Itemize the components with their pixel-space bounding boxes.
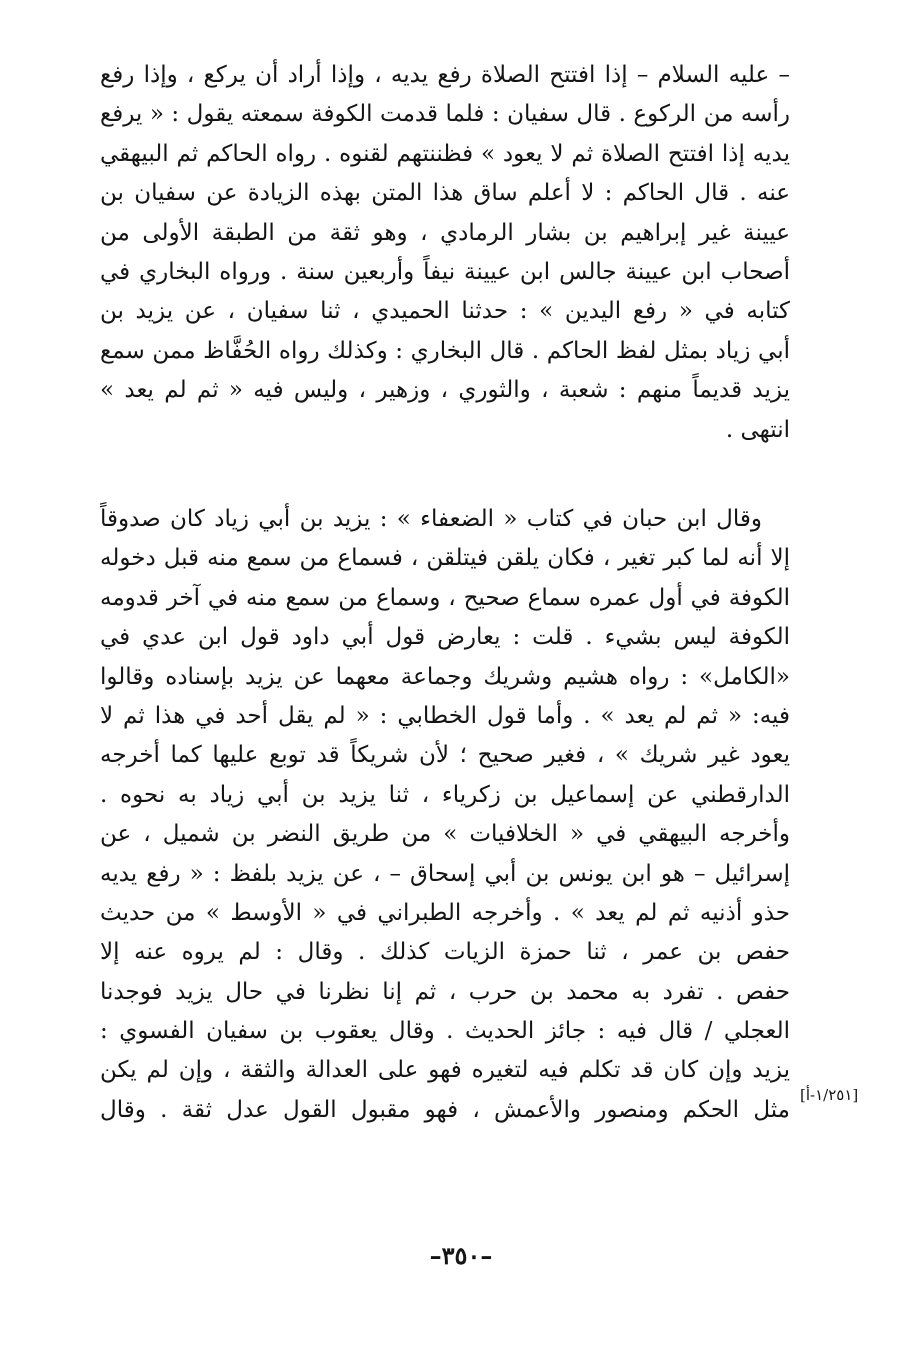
text-line: يديه إذا افتتح الصلاة ثم لا يعود » فظننتهم لقنوه . رواه الحاكم ثم البيهقي: [100, 140, 790, 167]
text-line: الدارقطني عن إسماعيل بن زكرياء ، ثنا يزيد بن أبي زياد به نحوه .: [100, 781, 790, 808]
manuscript-folio-reference: [١/٢٥١-أ]: [800, 1086, 859, 1104]
text-line: كتابه في « رفع اليدين » : حدثنا الحميدي ، ثنا سفيان ، عن يزيد بن: [100, 298, 790, 325]
text-line: يزيد قديماً منهم : شعبة ، والثوري ، وزهير ، وليس فيه « ثم لم يعد »: [100, 377, 790, 404]
text-line: وقال ابن حبان في كتاب « الضعفاء » : يزيد بن أبي زياد كان صدوقاً: [100, 506, 762, 532]
text-line: فيه: « ثم لم يعد » . وأما قول الخطابي : « لم يقل أحد في هذا ثم لا: [100, 702, 790, 729]
text-line: عيينة غير إبراهيم بن بشار الرمادي ، وهو ثقة من الطبقة الأولى من: [100, 219, 790, 246]
text-line: إسرائيل – هو ابن يونس بن أبي إسحاق – ، عن يزيد بلفظ : « رفع يديه: [100, 860, 790, 887]
text-line: «الكامل» : رواه هشيم وشريك وجماعة معهما عن يزيد بإسناده وقالوا: [100, 663, 790, 690]
text-line: عنه . قال الحاكم : لا أعلم ساق هذا المتن بهذه الزيادة عن سفيان بن: [100, 180, 790, 207]
text-line: انتهى .: [725, 416, 790, 443]
text-line: حفص . تفرد به محمد بن حرب ، ثم إنا نظرنا في حال يزيد فوجدنا: [100, 978, 790, 1005]
text-line: حذو أذنيه ثم لم يعد » . وأخرجه الطبراني في « الأوسط » من حديث: [100, 899, 790, 926]
page-number: –٣٥٠–: [429, 1241, 493, 1270]
text-line: العجلي / قال فيه : جائز الحديث . وقال يعقوب بن سفيان الفسوي :: [100, 1018, 790, 1045]
text-line: وأخرجه البيهقي في « الخلافيات » من طريق النضر بن شميل ، عن: [100, 821, 790, 848]
text-line: أبي زياد بمثل لفظ الحاكم . قال البخاري : وكذلك رواه الحُفَّاظ ممن سمع: [100, 337, 790, 364]
text-line: يعود غير شريك » ، فغير صحيح ؛ لأن شريكاً قد توبع عليها كما أخرجه: [100, 742, 790, 769]
text-line: حفص بن عمر ، ثنا حمزة الزيات كذلك . وقال : لم يروه عنه إلا: [100, 939, 790, 966]
text-line: أصحاب ابن عيينة جالس ابن عيينة نيفاً وأربعين سنة . ورواه البخاري في: [100, 258, 790, 285]
text-line: إلا أنه لما كبر تغير ، فكان يلقن فيتلقن ، فسماع من سمع منه قبل دخوله: [100, 545, 790, 572]
text-line: رأسه من الركوع . قال سفيان : فلما قدمت الكوفة سمعته يقول : « يرفع: [100, 101, 790, 128]
paragraph-1: [100, 56, 790, 450]
text-line: مثل الحكم ومنصور والأعمش ، فهو مقبول القول عدل ثقة . وقال: [100, 1096, 790, 1123]
paragraph-2: [100, 500, 790, 1130]
text-line: يزيد وإن كان قد تكلم فيه لتغيره فهو على العدالة والثقة ، وإن لم يكن: [100, 1057, 790, 1084]
text-line: الكوفة ليس بشيء . قلت : يعارض قول أبي داود قول ابن عدي في: [100, 624, 790, 651]
text-line: الكوفة في أول عمره سماع صحيح ، وسماع من سمع منه في آخر قدومه: [100, 584, 790, 611]
text-line: – عليه السلام – إذا افتتح الصلاة رفع يديه ، وإذا أراد أن يركع ، وإذا رفع: [100, 62, 790, 88]
